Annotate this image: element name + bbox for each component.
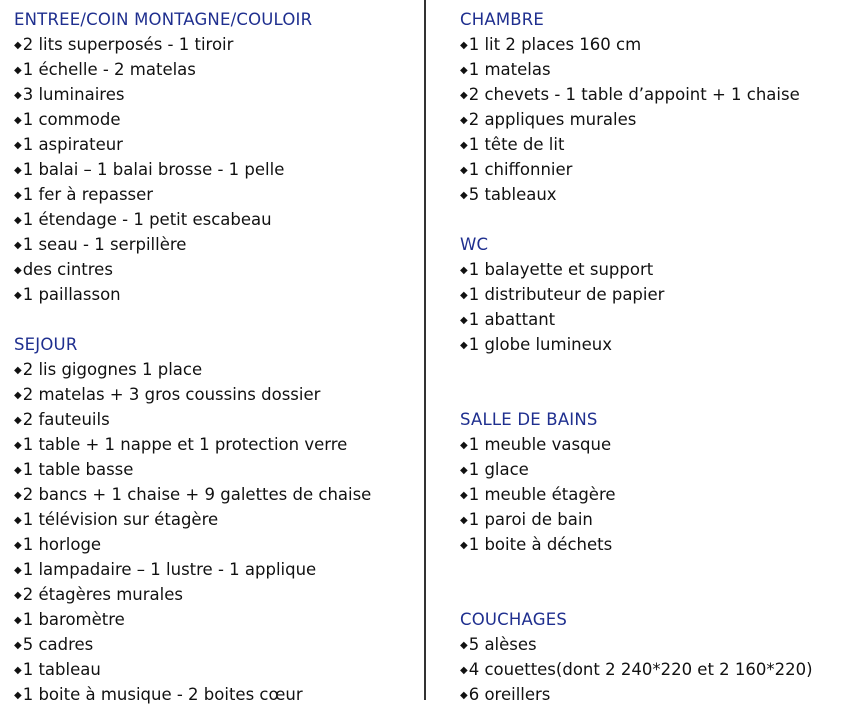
bullet-icon: ◆ (14, 415, 22, 426)
bullet-icon: ◆ (14, 190, 22, 201)
section-title: SALLE DE BAINS (460, 410, 598, 429)
bullet-icon: ◆ (460, 290, 468, 301)
list-item: ◆5 cadres (14, 632, 414, 657)
list-item: ◆2 chevets - 1 table d’appoint + 1 chaise (460, 82, 860, 107)
bullet-icon: ◆ (14, 490, 22, 501)
list-item: ◆1 globe lumineux (460, 332, 860, 357)
list-item: ◆1 aspirateur (14, 132, 414, 157)
list-item: ◆1 chiffonnier (460, 157, 860, 182)
bullet-icon: ◆ (460, 140, 468, 151)
section-title: CHAMBRE (460, 10, 545, 29)
right-column (460, 7, 860, 707)
bullet-icon: ◆ (14, 240, 22, 251)
bullet-icon: ◆ (460, 190, 468, 201)
bullet-icon: ◆ (14, 640, 22, 651)
section-title: ENTREE/COIN MONTAGNE/COULOIR (14, 10, 313, 29)
bullet-icon: ◆ (460, 65, 468, 76)
section-title: COUCHAGES (460, 610, 567, 629)
column-divider (424, 0, 426, 700)
list-item: ◆1 lit 2 places 160 cm (460, 32, 860, 57)
list-item: ◆1 étendage - 1 petit escabeau (14, 207, 414, 232)
bullet-icon: ◆ (14, 540, 22, 551)
bullet-icon: ◆ (14, 465, 22, 476)
bullet-icon: ◆ (14, 65, 22, 76)
list-item: ◆1 tableau (14, 657, 414, 682)
bullet-icon: ◆ (14, 565, 22, 576)
section-chambre (460, 7, 860, 207)
list-item: ◆1 seau - 1 serpillère (14, 232, 414, 257)
bullet-icon: ◆ (460, 665, 468, 676)
list-item: ◆3 luminaires (14, 82, 414, 107)
list-item: ◆1 table basse (14, 457, 414, 482)
list-item: ◆1 meuble vasque (460, 432, 860, 457)
list-item: ◆1 distributeur de papier (460, 282, 860, 307)
bullet-icon: ◆ (460, 315, 468, 326)
bullet-icon: ◆ (460, 515, 468, 526)
section-salle-de-bains (460, 407, 860, 557)
list-item: ◆6 oreillers (460, 682, 860, 707)
list-item: ◆2 fauteuils (14, 407, 414, 432)
list-item: ◆1 glace (460, 457, 860, 482)
bullet-icon: ◆ (14, 40, 22, 51)
bullet-icon: ◆ (460, 690, 468, 701)
bullet-icon: ◆ (14, 90, 22, 101)
section-sejour (14, 332, 414, 707)
list-item: ◆1 paillasson (14, 282, 414, 307)
list-item: ◆1 abattant (460, 307, 860, 332)
bullet-icon: ◆ (460, 540, 468, 551)
bullet-icon: ◆ (460, 440, 468, 451)
bullet-icon: ◆ (460, 90, 468, 101)
bullet-icon: ◆ (460, 640, 468, 651)
bullet-icon: ◆ (14, 140, 22, 151)
bullet-icon: ◆ (14, 365, 22, 376)
list-item: ◆2 lis gigognes 1 place (14, 357, 414, 382)
list-item: ◆4 couettes(dont 2 240*220 et 2 160*220) (460, 657, 860, 682)
bullet-icon: ◆ (14, 115, 22, 126)
bullet-icon: ◆ (14, 665, 22, 676)
list-item: ◆1 matelas (460, 57, 860, 82)
list-item: ◆1 lampadaire – 1 lustre - 1 applique (14, 557, 414, 582)
bullet-icon: ◆ (460, 40, 468, 51)
bullet-icon: ◆ (460, 265, 468, 276)
list-item: ◆5 alèses (460, 632, 860, 657)
bullet-icon: ◆ (460, 490, 468, 501)
list-item: ◆1 balai – 1 balai brosse - 1 pelle (14, 157, 414, 182)
list-item: ◆1 fer à repasser (14, 182, 414, 207)
section-title: WC (460, 235, 489, 254)
bullet-icon: ◆ (14, 290, 22, 301)
list-item: ◆5 tableaux (460, 182, 860, 207)
bullet-icon: ◆ (14, 265, 22, 276)
list-item: ◆1 paroi de bain (460, 507, 860, 532)
list-item: ◆2 lits superposés - 1 tiroir (14, 32, 414, 57)
bullet-icon: ◆ (14, 390, 22, 401)
list-item: ◆des cintres (14, 257, 414, 282)
list-item: ◆1 table + 1 nappe et 1 protection verre (14, 432, 414, 457)
section-couchages (460, 607, 860, 707)
bullet-icon: ◆ (14, 215, 22, 226)
bullet-icon: ◆ (14, 440, 22, 451)
list-item: ◆2 appliques murales (460, 107, 860, 132)
bullet-icon: ◆ (14, 590, 22, 601)
bullet-icon: ◆ (14, 515, 22, 526)
list-item: ◆1 baromètre (14, 607, 414, 632)
list-item: ◆1 tête de lit (460, 132, 860, 157)
list-item: ◆2 matelas + 3 gros coussins dossier (14, 382, 414, 407)
left-column (14, 7, 414, 707)
bullet-icon: ◆ (460, 165, 468, 176)
bullet-icon: ◆ (14, 165, 22, 176)
list-item: ◆2 étagères murales (14, 582, 414, 607)
list-item: ◆1 commode (14, 107, 414, 132)
list-item: ◆1 télévision sur étagère (14, 507, 414, 532)
list-item: ◆1 balayette et support (460, 257, 860, 282)
list-item: ◆1 boite à musique - 2 boites cœur (14, 682, 414, 707)
list-item: ◆1 échelle - 2 matelas (14, 57, 414, 82)
list-item: ◆1 meuble étagère (460, 482, 860, 507)
bullet-icon: ◆ (460, 115, 468, 126)
list-item: ◆1 horloge (14, 532, 414, 557)
bullet-icon: ◆ (14, 615, 22, 626)
bullet-icon: ◆ (460, 340, 468, 351)
section-wc (460, 232, 860, 357)
section-title: SEJOUR (14, 335, 78, 354)
list-item: ◆2 bancs + 1 chaise + 9 galettes de chaise (14, 482, 414, 507)
list-item: ◆1 boite à déchets (460, 532, 860, 557)
bullet-icon: ◆ (460, 465, 468, 476)
section-entree (14, 7, 414, 307)
bullet-icon: ◆ (14, 690, 22, 701)
